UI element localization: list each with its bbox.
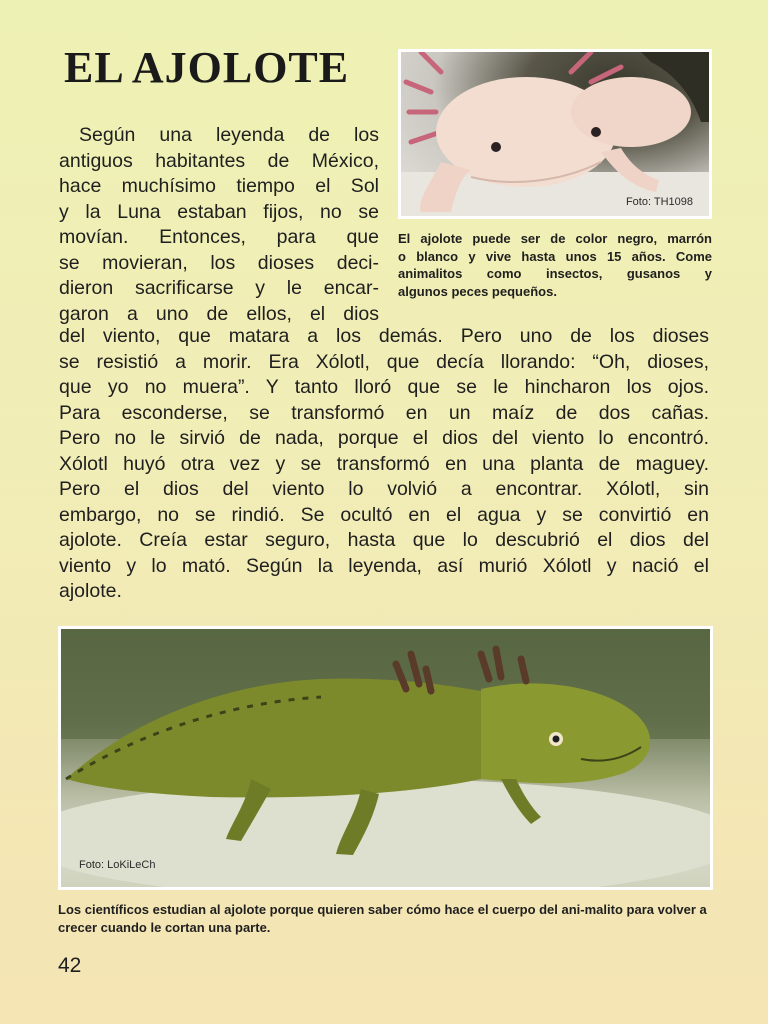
text-line: ajolote. Creía estar seguro, hasta que lo descubrió el dios del: [59, 529, 709, 551]
text-line: que yo no muera”. Y tanto lloró que se le hincharon los ojos.: [59, 376, 709, 398]
text-line: del viento, que matara a los demás. Pero uno de los dioses: [59, 325, 709, 347]
page-number: 42: [58, 954, 82, 977]
caption-line: o blanco y vive hasta unos 15 años. Come: [398, 248, 712, 264]
text-line: Para esconderse, se transformó en un maíz de dos cañas.: [59, 401, 709, 424]
text-line: y la Luna estaban fijos, no se: [59, 200, 379, 223]
text-line: Según una leyenda de los: [79, 124, 379, 146]
photo-credit: Foto: TH1098: [625, 196, 693, 208]
photo-caption: Los científicos estudian al ajolote porque quieren saber cómo hace el cuerpo del ani-malito para volver a crecer cuando le cortan una parte.: [58, 902, 707, 935]
photo-caption: [398, 230, 712, 300]
text-line: viento y lo mató. Según la leyenda, así murió Xólotl y nació el: [59, 554, 709, 577]
green-axolotl-illustration: [61, 629, 710, 887]
text-line: se resistió a morir. Era Xólotl, que decía llorando: “Oh, dioses,: [59, 350, 709, 373]
white-axolotl-photo: [398, 49, 712, 219]
caption-line: El ajolote puede ser de color negro, marrón: [398, 231, 712, 246]
text-line: ajolote.: [59, 580, 122, 602]
caption-line: algunos peces pequeños.: [398, 283, 557, 299]
white-axolotl-illustration: [401, 52, 709, 216]
text-line: hace muchísimo tiempo el Sol: [59, 175, 379, 197]
text-line: garon a uno de ellos, el dios: [59, 302, 379, 325]
intro-paragraph: [59, 123, 379, 327]
text-line: movían. Entonces, para que: [59, 226, 379, 248]
text-line: Pero el dios del viento lo volvió a encontrar. Xólotl, sin: [59, 478, 709, 500]
text-line: se movieran, los dioses deci-: [59, 251, 379, 274]
caption-line: animalitos como insectos, gusanos y: [398, 266, 712, 281]
text-line: embargo, no se rindió. Se ocultó en el agua y se convirtió en: [59, 503, 709, 526]
green-axolotl-photo: [58, 626, 713, 890]
text-line: dieron sacrificarse y le encar-: [59, 277, 379, 299]
text-line: Pero no le sirvió de nada, porque el dios del viento lo encontró.: [59, 427, 709, 449]
text-line: Xólotl huyó otra vez y se transformó en una planta de maguey.: [59, 452, 709, 475]
text-line: antiguos habitantes de México,: [59, 149, 379, 172]
page-title: EL AJOLOTE: [64, 43, 350, 92]
photo-credit: Foto: LoKiLeCh: [79, 859, 156, 871]
body-paragraph: [59, 324, 709, 605]
